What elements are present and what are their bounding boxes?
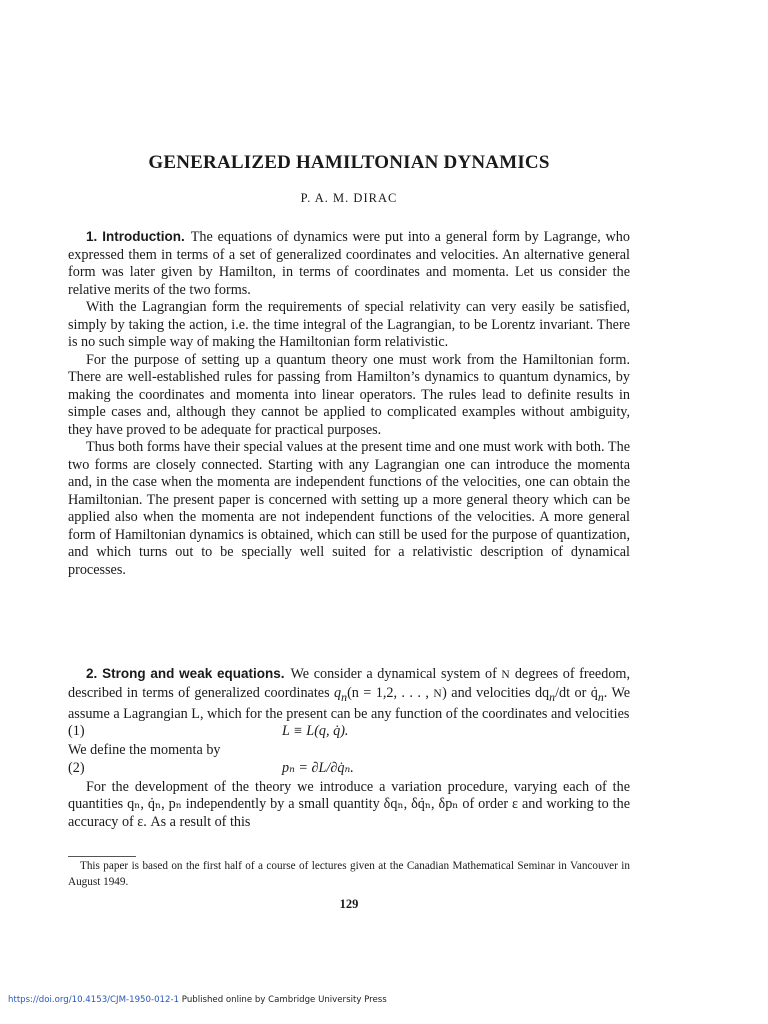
paper-title: GENERALIZED HAMILTONIAN DYNAMICS <box>148 152 550 173</box>
equation-1 <box>68 723 630 742</box>
footnote <box>68 859 630 890</box>
page-number: 129 <box>339 897 359 911</box>
intro-paragraph-4: Thus both forms have their special values at the present time and one must work with both. The two forms are closely connected. Starting with any Lagrangian one can introduce the momenta and, in the case when the momenta are independent functions of the velocities, one can obtain the Hamiltonian. The present paper is concerned with setting up a more general theory which can be applied also when the momenta are not independent functions of the velocities. A more general form of Hamiltonian dynamics is obtained, which can still be used for the purpose of quantization, and which turns out to be specially well suited for a relativistic description of dynamical processes. <box>68 439 630 578</box>
equation-1-number: (1) <box>68 723 85 740</box>
equation-2 <box>68 760 630 779</box>
source-citation <box>8 995 387 1005</box>
section-strong-weak-equations <box>68 665 630 831</box>
equation-1-body: L ≡ L(q, q̇). <box>282 723 349 740</box>
paper-author: P. A. M. DIRAC <box>300 191 398 205</box>
doi-link[interactable]: https://doi.org/10.4153/CJM-1950-012-1 <box>8 995 180 1005</box>
section-heading-introduction: 1. Introduction. <box>86 229 185 244</box>
define-momenta-line: We define the momenta by <box>68 742 221 759</box>
footnote-text: This paper is based on the first half of a course of lectures given at the Canadian Mathematical Seminar in Vancouver in August 1949. <box>68 860 630 888</box>
intro-paragraph-3: For the purpose of setting up a quantum theory one must work from the Hamiltonian form. There are well-established rules for passing from Hamilton’s dynamics to quantum dynamics, by making the coordinates and momenta into linear operators. The rules lead to definite results in simple cases and, although they cannot be applied to complicated examples without ambiguity, they have proved to be adequate for practical purposes. <box>68 351 630 438</box>
strong-weak-paragraph-1: 2. Strong and weak equations. We consider a dynamical system of N degrees of freedom, described in terms of generalized coordinates $q_n(n = 1,2$, . . . , N) and velocities $dq_n/dt$ or $q̇_n$. We assume a Lagrangian L, which for the present can be any function of the coordinates and velocities <box>68 666 630 722</box>
intro-paragraph-2: With the Lagrangian form the requirements of special relativity can very easily be satisfied, simply by taking the action, i.e. the time integral of the Lagrangian, to be Lorentz invariant. There is no such simple way of making the Hamiltonian form relativistic. <box>68 299 630 350</box>
strong-weak-paragraph-2: For the development of the theory we introduce a variation procedure, varying each of the quantities qₙ, q̇ₙ, pₙ independently by a small quantity δqₙ, δq̇ₙ, δpₙ of order ε and working to the accuracy of ε. As a result of this <box>68 778 630 830</box>
section-heading-strong-weak: 2. Strong and weak equations. <box>86 666 285 681</box>
equation-2-body: pₙ = ∂L/∂q̇ₙ. <box>282 759 354 776</box>
intro-paragraph-1 <box>68 228 630 299</box>
footnote-divider <box>68 856 136 857</box>
section-introduction <box>68 228 630 579</box>
equation-2-number: (2) <box>68 759 85 776</box>
publisher-text: Published online by Cambridge University Press <box>181 995 387 1005</box>
intro-paragraph-1-text: The equations of dynamics were put into a general form by Lagrange, who expressed them in terms of a set of generalized coordinates and velocities. An alternative general form was later given by Hamilton, in terms of coordinates and momenta. Let us consider the relative merits of the two forms. <box>68 229 630 298</box>
